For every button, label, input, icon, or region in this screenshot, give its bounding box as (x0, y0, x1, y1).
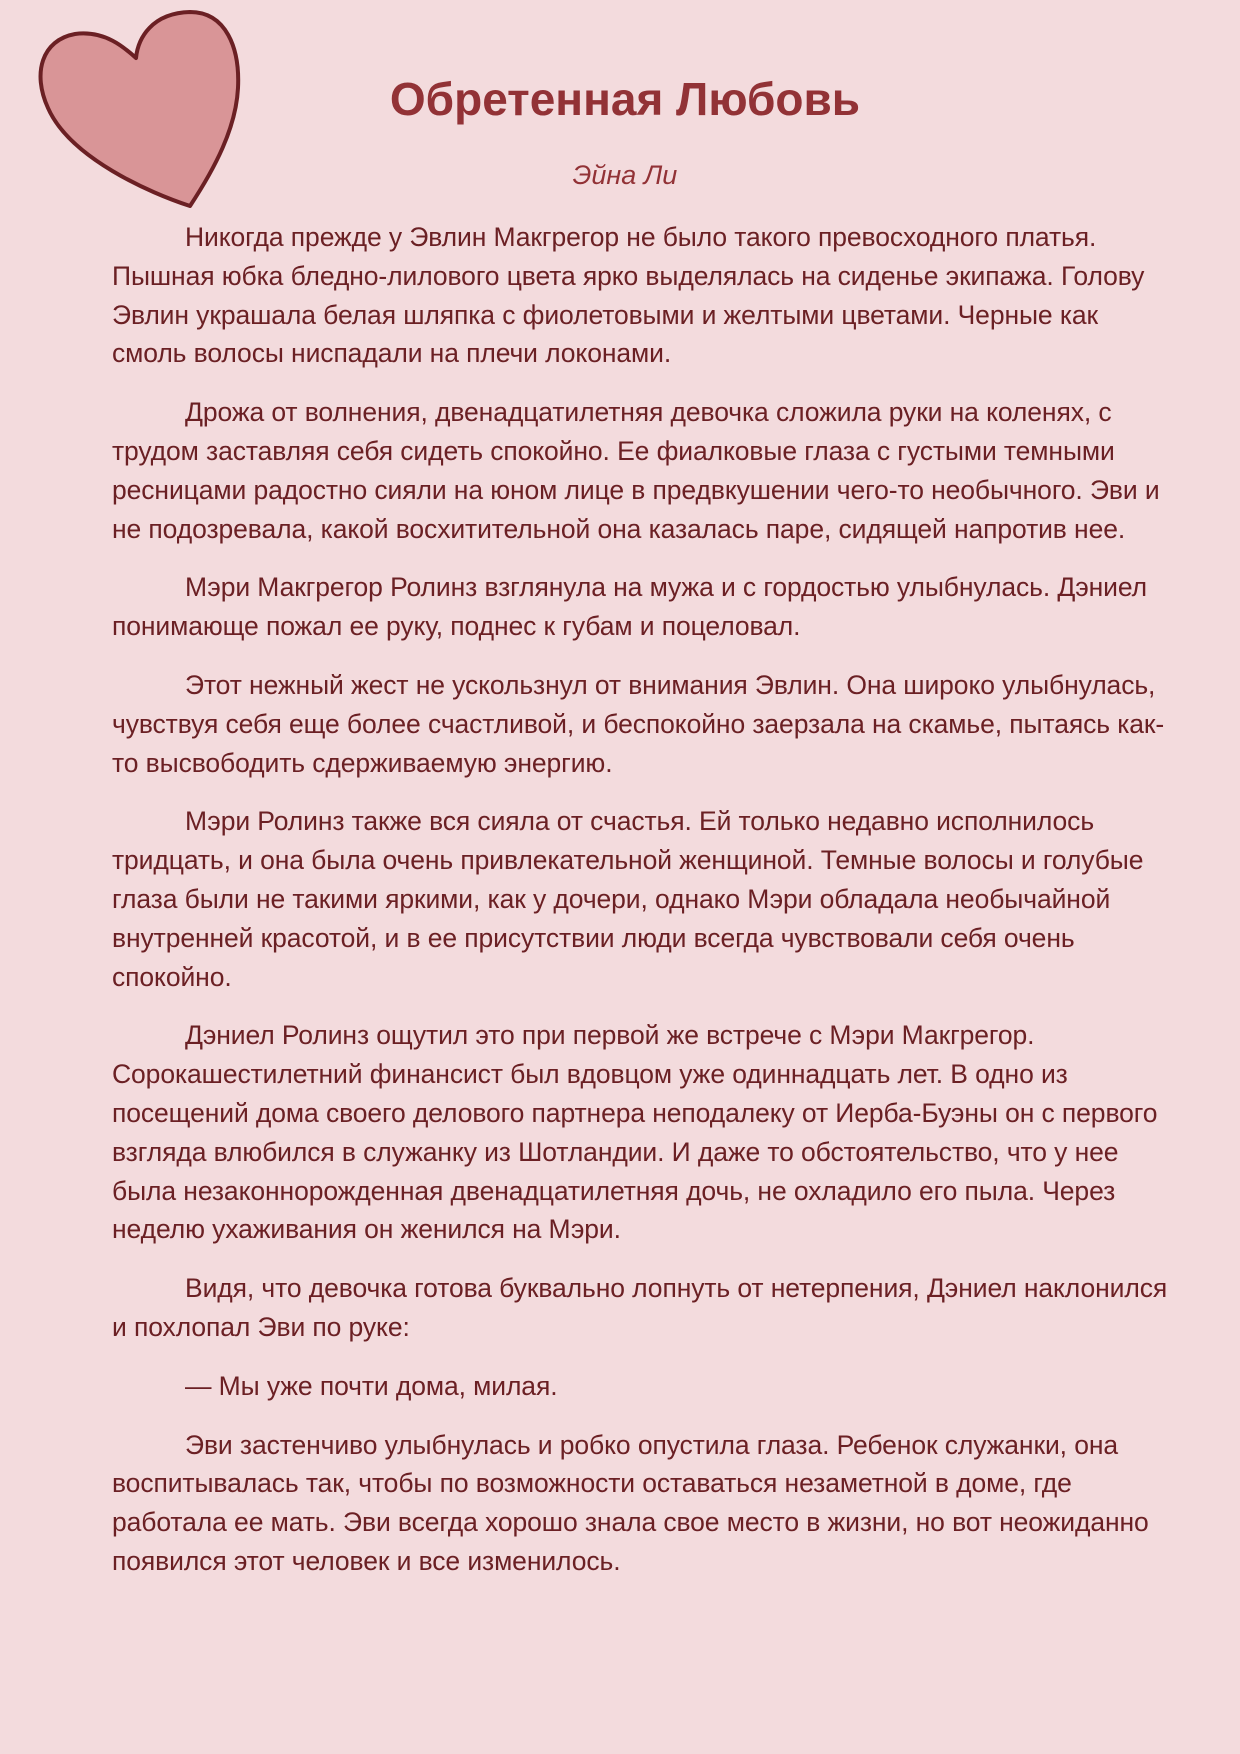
paragraph: Никогда прежде у Эвлин Макгрегор не было такого превосходного платья. Пышная юбка бледно-лилового цвета ярко выделялась на сиденье экипажа. Голову Эвлин украшала белая шляпка с фиолетовыми и желтыми цветами. Черные как смоль волосы ниспадали на плечи локонами. (112, 222, 1145, 369)
paragraph: Этот нежный жест не ускользнул от внимания Эвлин. Она широко улыбнулась, чувствуя себя еще более счастливой, и беспокойно заерзала на скамье, пытаясь как-то высвободить сдерживаемую энергию. (112, 669, 1165, 778)
dialogue-line: — Мы уже почти дома, милая. (185, 1370, 558, 1401)
paragraph: Видя, что девочка готова буквально лопнуть от нетерпения, Дэниел наклонился и похлопал Эви по руке: (112, 1273, 1168, 1342)
paragraph: Эви застенчиво улыбнулась и робко опустила глаза. Ребенок служанки, она воспитывалась так, чтобы по возможности оставаться незаметной в доме, где работала ее мать. Эви всегда хорошо знала свое место в жизни, но вот неожиданно появился этот человек и все изменилось. (112, 1429, 1149, 1576)
paragraph: Мэри Ролинз также вся сияла от счастья. Ей только недавно исполнилось тридцать, и она была очень привлекательной женщиной. Темные волосы и голубые глаза были не такими яркими, как у дочери, однако Мэри обладала необычайной внутренней красотой, и в ее присутствии люди всегда чувствовали себя очень спокойно. (112, 806, 1144, 992)
paragraph: Дэниел Ролинз ощутил это при первой же встрече с Мэри Макгрегор. Сорокашестилетний финансист был вдовцом уже одиннадцать лет. В одно из посещений дома своего делового партнера неподалеку от Иерба-Буэны он с первого взгляда влюбился в служанку из Шотландии. И даже то обстоятельство, что у нее была незаконнорожденная двенадцатилетняя дочь, не охладило его пыла. Через неделю ухаживания он женился на Мэри. (112, 1020, 1158, 1245)
author-name: Эйна Ли (572, 160, 678, 190)
paragraph: Дрожа от волнения, двенадцатилетняя девочка сложила руки на коленях, с трудом заставляя себя сидеть спокойно. Ее фиалковые глаза с густыми темными ресницами радостно сияли на юном лице в предвкушении чего-то необычного. Эви и не подозревала, какой восхитительной она казалась паре, сидящей напротив нее. (112, 397, 1160, 544)
paragraph: Мэри Макгрегор Ролинз взглянула на мужа и с гордостью улыбнулась. Дэниел понимающе пожал ее руку, поднес к губам и поцеловал. (112, 572, 1147, 642)
document-body (112, 218, 1172, 1601)
page-title: Обретенная Любовь (389, 73, 861, 125)
